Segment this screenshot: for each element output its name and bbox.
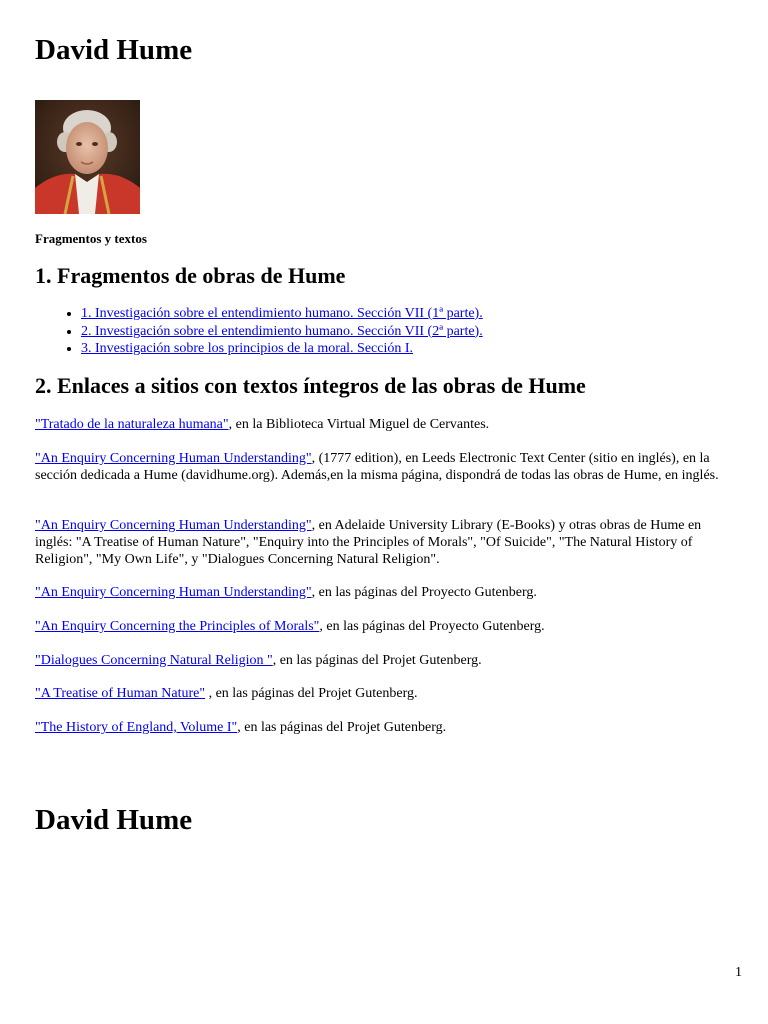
fragments-list <box>35 305 483 358</box>
entry-link[interactable]: "The History of England, Volume I" <box>35 720 238 735</box>
entry-text: , (1777 edition), en Leeds Electronic Text Center (sitio en inglés), en la sección dedicada a Hume (davidhume.org). Además,en la misma página, dispondrá de todas las obras de Hume, en inglés. <box>35 451 719 483</box>
entry-text: , en las páginas del Projet Gutenberg. <box>272 653 482 668</box>
portrait-image <box>35 100 140 214</box>
link-entry <box>35 584 720 601</box>
fragment-link-2[interactable]: 2. Investigación sobre el entendimiento humano. Sección VII (2ª parte). <box>81 323 483 339</box>
link-entry <box>35 450 720 484</box>
link-entry <box>35 618 720 635</box>
link-entry <box>35 685 720 702</box>
entry-link[interactable]: "An Enquiry Concerning Human Understanding" <box>35 585 312 600</box>
entry-text: , en las páginas del Projet Gutenberg. <box>205 686 418 701</box>
entry-text: , en las páginas del Proyecto Gutenberg. <box>311 585 537 600</box>
link-entry <box>35 652 720 669</box>
page-number: 1 <box>735 965 742 980</box>
entry-text: , en las páginas del Projet Gutenberg. <box>237 720 447 735</box>
entry-link[interactable]: "Dialogues Concerning Natural Religion " <box>35 653 273 668</box>
entry-link[interactable]: "An Enquiry Concerning the Principles of Morals" <box>35 619 320 634</box>
list-item <box>81 340 483 358</box>
fragment-link-3[interactable]: 3. Investigación sobre los principios de la moral. Sección I. <box>81 341 414 356</box>
link-entry <box>35 517 720 568</box>
list-item <box>81 305 483 323</box>
entry-text: , en la Biblioteca Virtual Miguel de Cervantes. <box>228 417 490 432</box>
fragments-heading: 1. Fragmentos de obras de Hume <box>35 263 346 288</box>
repeated-title: David Hume <box>35 804 193 836</box>
entry-link[interactable]: "Tratado de la naturaleza humana" <box>35 417 229 432</box>
link-entry <box>35 719 720 736</box>
entry-link[interactable]: "A Treatise of Human Nature" <box>35 686 206 701</box>
fragment-link-1[interactable]: 1. Investigación sobre el entendimiento humano. Sección VII (1ª parte). <box>81 306 483 321</box>
entry-link[interactable]: "An Enquiry Concerning Human Understanding" <box>35 451 312 466</box>
subtitle: Fragmentos y textos <box>35 231 147 246</box>
entry-link[interactable]: "An Enquiry Concerning Human Understanding" <box>35 518 312 533</box>
list-item <box>81 323 483 341</box>
entry-text: , en las páginas del Proyecto Gutenberg. <box>319 619 545 634</box>
page-title: David Hume <box>35 34 193 66</box>
link-entry <box>35 416 720 433</box>
entry-text: , en Adelaide University Library (E-Books) y otras obras de Hume en inglés: "A Treatise of Human Nature", "Enquiry into the Principles of Morals", "Of Suicide", "The Natural History of Religion", "My Own Life", y "Dialogues Concerning Natural Religion". <box>35 518 702 567</box>
links-heading: 2. Enlaces a sitios con textos íntegros de las obras de Hume <box>35 373 586 398</box>
